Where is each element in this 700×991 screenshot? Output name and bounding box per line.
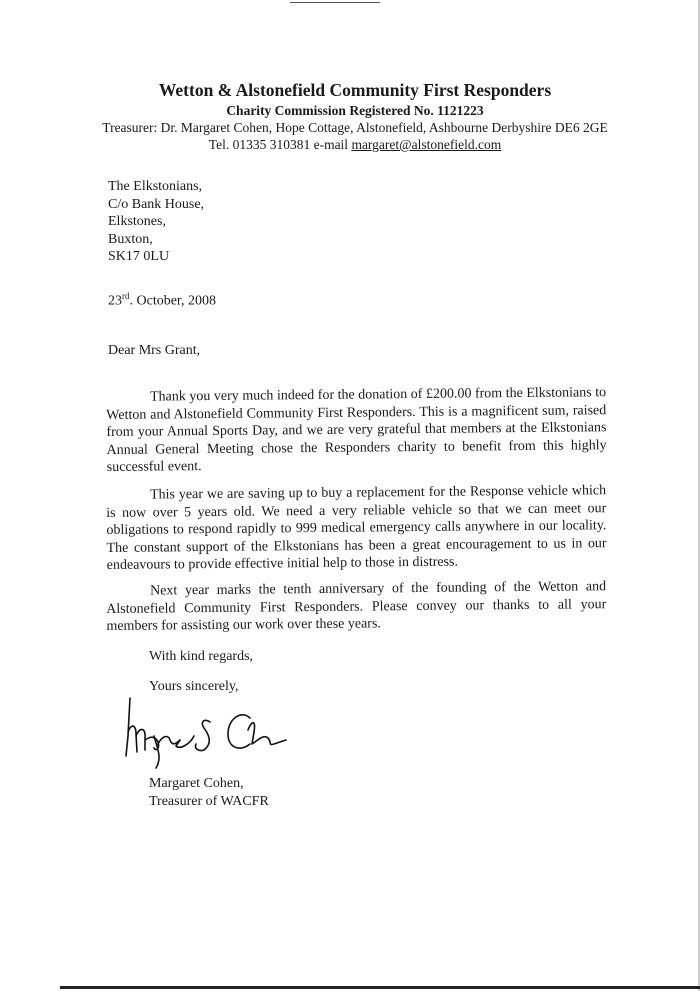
email-link[interactable]: margaret@alstonefield.com <box>351 137 502 152</box>
date-rest: . October, 2008 <box>129 293 217 309</box>
letter-date <box>108 291 216 310</box>
recipient-address <box>108 178 204 266</box>
treasurer-address: Treasurer: Dr. Margaret Cohen, Hope Cottage, Alstonefield, Ashbourne Derbyshire DE6 2GE <box>102 120 608 135</box>
body-paragraph <box>106 482 607 574</box>
signer-block <box>149 775 269 810</box>
signer-name: Margaret Cohen, <box>149 776 244 791</box>
organization-name: Wetton & Alstonefield Community First Responders <box>158 80 552 100</box>
address-line: SK17 0LU <box>108 249 170 264</box>
address-line: Elkstones, <box>108 214 166 229</box>
address-line: The Elkstonians, <box>108 179 203 194</box>
paragraph-text: Next year marks the tenth anniversary of the founding of the Wetton and Alstonefield Community First Responders. Please convey our thanks to all your members for assisting our work over these years. <box>106 579 607 634</box>
address-line: C/o Bank House, <box>108 196 205 212</box>
scan-artifact-bottom <box>60 986 700 989</box>
charity-registration: Charity Commission Registered No. 1121223 <box>226 103 484 118</box>
contact-line <box>100 136 610 153</box>
closing-regards: With kind regards, <box>149 649 254 664</box>
paragraph-text: This year we are saving up to buy a replacement for the Response vehicle which is now over 5 years old. We need a very reliable vehicle so that we can meet our obligations to respond rapidly to 999 medical emergency calls anywhere in our locality. The constant support of the Elkstonians has been a great encouragement to us in our endeavours to provide effective initial help to those in distress. <box>106 483 607 573</box>
paragraph-text: Thank you very much indeed for the donation of £200.00 from the Elkstonians to Wetton and Alstonefield Community First Responders. This is a magnificent sum, raised from your Annual Sports Day, and we are very grateful that members at the Elkstonians Annual General Meeting chose the Responders charity to benefit from this highly successful event. <box>106 385 607 475</box>
scan-artifact-top <box>290 2 380 3</box>
telephone: Tel. 01335 310381 e-mail <box>208 137 352 152</box>
address-line: Buxton, <box>108 231 153 247</box>
date-suffix: rd <box>122 291 130 301</box>
handwritten-signature <box>118 692 288 772</box>
body-paragraph <box>106 384 607 476</box>
signer-title: Treasurer of WACFR <box>149 793 269 809</box>
date-day: 23 <box>108 293 122 309</box>
salutation: Dear Mrs Grant, <box>108 343 201 358</box>
closing-sincerely: Yours sincerely, <box>149 679 239 694</box>
letterhead <box>100 78 610 153</box>
body-paragraph <box>106 578 606 635</box>
